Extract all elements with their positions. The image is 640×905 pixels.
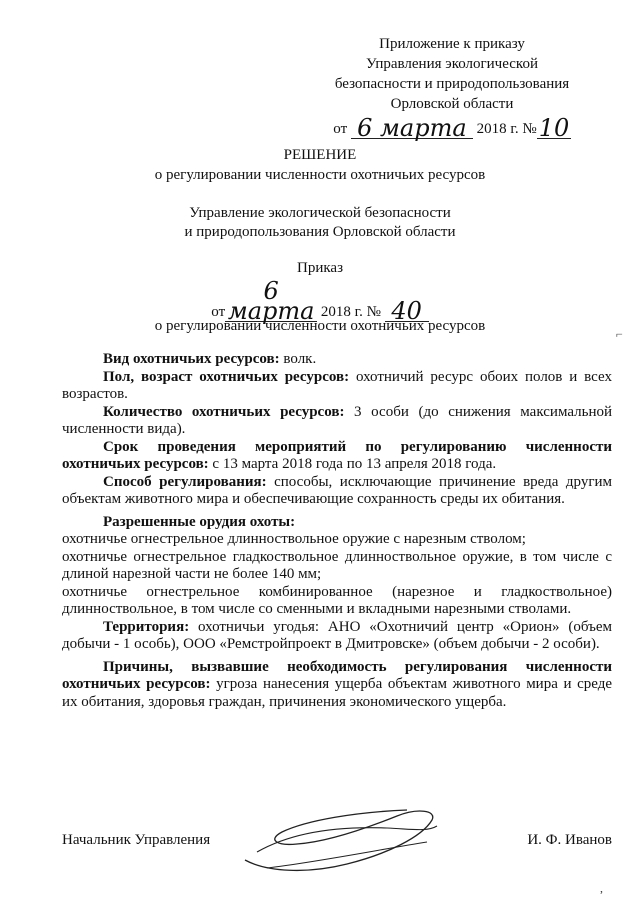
weapon-item-2: охотничье огнестрельное гладкоствольное длинноствольное оружие, в том числе с длиной нарезной части не более 140 мм; (62, 548, 612, 582)
quantity-label: Количество охотничьих ресурсов: (103, 403, 345, 420)
method-label: Способ регулирования: (103, 473, 267, 490)
weapons-label: Разрешенные орудия охоты: (103, 513, 296, 530)
scan-mark: ⌐ (616, 327, 623, 341)
appendix-date-suffix: 2018 г. № (476, 121, 537, 137)
sex-age-paragraph (62, 369, 612, 404)
signature-block (62, 822, 612, 882)
weapons-heading (62, 514, 612, 532)
appendix-line-4: Орловской области (390, 96, 514, 112)
appendix-line-2: Управления экологической (366, 56, 538, 72)
territory-label: Территория: (103, 618, 190, 635)
sex-age-label: Пол, возраст охотничьих ресурсов: (103, 368, 350, 385)
scan-mark-bottom: , (600, 881, 603, 895)
territory-paragraph (62, 619, 612, 654)
signatory-position: Начальник Управления (62, 832, 211, 848)
method-paragraph (62, 474, 612, 509)
order-handwritten-date: 6 марта (225, 281, 317, 322)
quantity-value: 3 особи (до снижения максимальной численности вида). (62, 403, 613, 437)
species-value: волк. (279, 351, 317, 367)
authority-line-2: и природопользования Орловской области (184, 224, 456, 240)
order-date-prefix: от (211, 304, 226, 320)
species-paragraph (62, 351, 612, 369)
species-label: Вид охотничьих ресурсов: (103, 351, 280, 367)
period-label: Срок проведения мероприятий по регулированию численности охотничьих ресурсов: (62, 438, 612, 472)
reasons-value: угроза нанесения ущерба объектам животного мира и среде их обитания, здоровья граждан, причинения экономического ущерба. (62, 676, 612, 710)
order-date-suffix: 2018 г. № (320, 304, 381, 320)
appendix-block (302, 36, 602, 142)
appendix-handwritten-number: 10 (538, 114, 570, 142)
quantity-paragraph (62, 404, 612, 439)
appendix-line-3: безопасности и природопользования (334, 76, 570, 92)
authority-line-1: Управление экологической безопасности (189, 205, 451, 221)
weapon-item-1: охотничье огнестрельное длинноствольное оружие с нарезным стволом; (62, 531, 526, 547)
reasons-label: Причины, вызвавшие необходимость регулирования численности охотничьих ресурсов: (62, 658, 612, 692)
handwritten-signature (237, 802, 447, 882)
order-subject: о регулировании численности охотничьих ресурсов (154, 318, 486, 334)
sex-age-value: охотничий ресурс обоих полов и всех возрастов. (62, 368, 612, 402)
weapon-item-3: охотничье огнестрельное комбинированное (нарезное и гладкоствольное) длинноствольное, в том числе со сменными и вкладными нарезными стволами. (62, 583, 612, 617)
appendix-handwritten-date: 6 марта (351, 118, 473, 139)
territory-value: охотничьи угодья: АНО «Охотничий центр «Орион» (объем добычи - 1 особь), ООО «Ремстройпроект в Дмитровске» (объем добычи - 2 особи). (62, 618, 612, 652)
appendix-date-prefix: от (333, 121, 348, 137)
period-paragraph (62, 439, 612, 474)
decision-subtitle: о регулировании численности охотничьих ресурсов (154, 167, 486, 183)
appendix-line-1: Приложение к приказу (379, 36, 525, 52)
period-value: с 13 марта 2018 года по 13 апреля 2018 года. (208, 456, 497, 472)
reasons-paragraph (62, 659, 612, 712)
order-date-line (0, 277, 640, 325)
order-handwritten-number: 40 (385, 301, 429, 322)
decision-body (62, 351, 612, 711)
appendix-date-line (302, 114, 602, 142)
signatory-name: И. Ф. Иванов (527, 832, 612, 848)
method-value: способы, исключающие причинение вреда другим объектам животного мира и обеспечивающие сохранность среды их обитания. (62, 473, 613, 507)
order-title: Приказ (296, 260, 343, 276)
decision-title: РЕШЕНИЕ (283, 147, 357, 163)
